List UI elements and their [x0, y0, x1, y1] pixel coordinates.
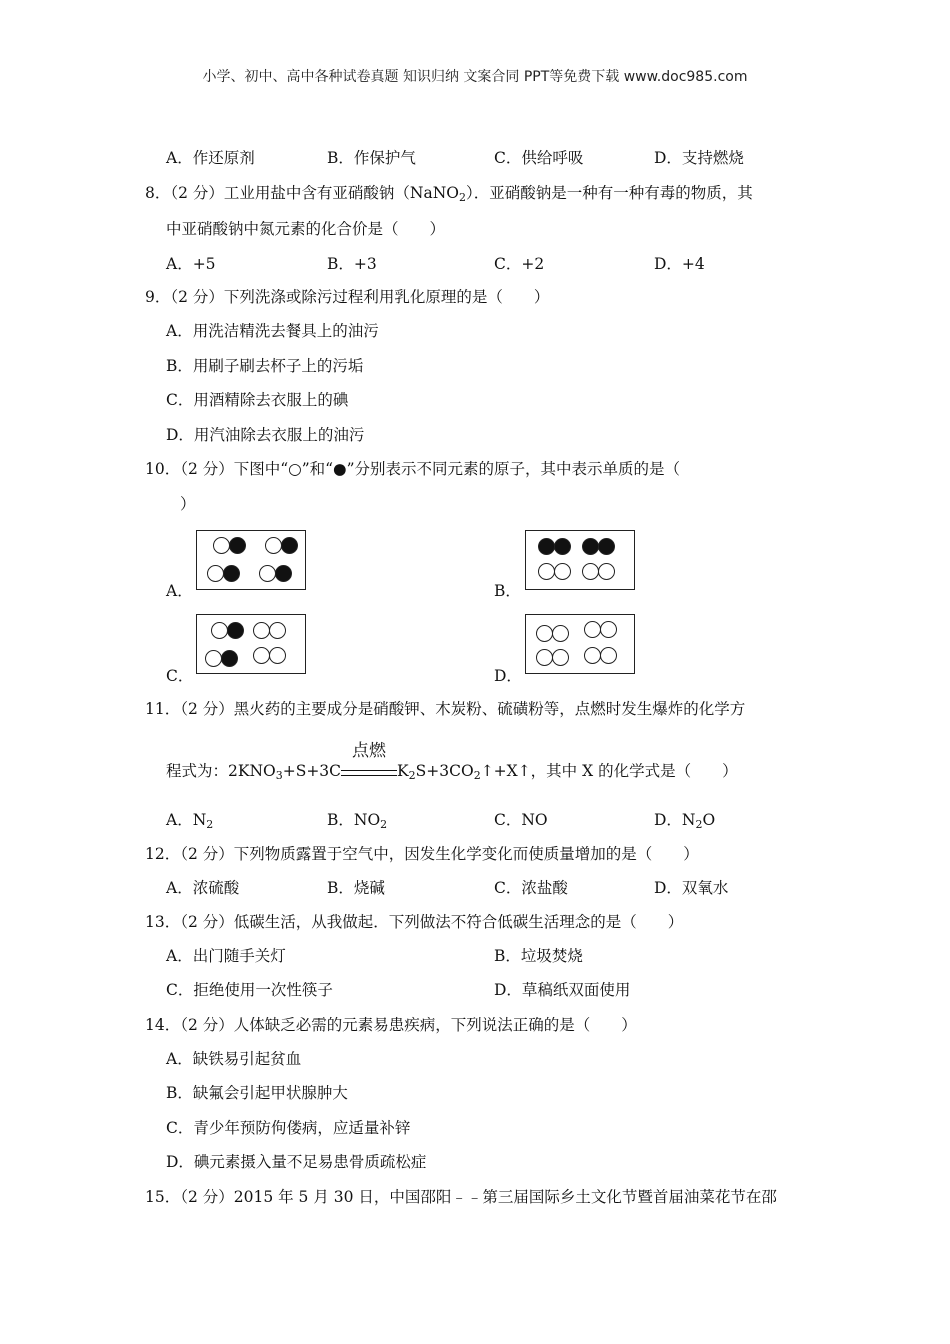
q10-stem-line2: ） — [180, 495, 196, 513]
filled-atom — [223, 565, 240, 582]
q13-option-c: C．拒绝使用一次性筷子 — [166, 981, 333, 999]
q13-option-d: D．草稿纸双面使用 — [494, 981, 631, 999]
page-header: 小学、初中、高中各种试卷真题 知识归纳 文案合同 PPT等免费下载 www.doc985.com — [202, 69, 748, 85]
hollow-atom — [584, 621, 601, 638]
hollow-atom — [253, 647, 270, 664]
q11-option-a: A．$N_2$ — [166, 811, 214, 831]
filled-atom — [281, 537, 298, 554]
q12-option-d: D．双氧水 — [654, 879, 729, 897]
q11-equation: 程式为：$2KNO_3+S+3C$ 点燃 $K_2S+3CO_2↑+X↑$，其中 X 的化学式是（ ） — [166, 741, 738, 782]
hollow-atom — [269, 647, 286, 664]
hollow-atom — [582, 563, 599, 580]
hollow-atom — [536, 649, 553, 666]
hollow-atom — [598, 563, 615, 580]
hollow-atom — [600, 647, 617, 664]
q8-option-b: B．+3 — [327, 255, 377, 273]
q12-stem: 12．（2 分）下列物质露置于空气中，因发生化学变化而使质量增加的是（ ） — [145, 845, 699, 863]
filled-atom — [538, 538, 555, 555]
hollow-atom — [584, 647, 601, 664]
hollow-atom — [269, 622, 286, 639]
q10-option-b-label: B． — [494, 582, 521, 600]
q14-option-d: D．碘元素摄入量不足易患骨质疏松症 — [166, 1153, 427, 1171]
q10-stem-line1: 10．（2 分）下图中“○”和“●”分别表示不同元素的原子，其中表示单质的是（ — [145, 460, 681, 478]
q9-stem: 9．（2 分）下列洗涤或除污过程利用乳化原理的是（ ） — [145, 288, 550, 306]
reaction-condition: 点燃 — [341, 761, 397, 781]
q9-option-c: C．用酒精除去衣服上的碘 — [166, 391, 349, 409]
hollow-atom — [600, 621, 617, 638]
hollow-atom — [207, 565, 224, 582]
filled-atom — [554, 538, 571, 555]
hollow-atom — [213, 537, 230, 554]
q7-option-b: B．作保护气 — [327, 149, 416, 167]
q12-option-c: C．浓盐酸 — [494, 879, 568, 897]
q14-stem: 14．（2 分）人体缺乏必需的元素易患疾病，下列说法正确的是（ ） — [145, 1016, 637, 1034]
filled-atom — [275, 565, 292, 582]
q12-option-a: A．浓硫酸 — [166, 879, 240, 897]
filled-atom — [227, 622, 244, 639]
hollow-atom — [552, 625, 569, 642]
q8-stem-line1: 8．（2 分）工业用盐中含有亚硝酸钠（NaNO$_2$）．亚硝酸钠是一种有一种有毒的物质，其 — [145, 184, 753, 204]
q9-option-d: D．用汽油除去衣服上的油污 — [166, 426, 365, 444]
q8-option-c: C．+2 — [494, 255, 545, 273]
q8-stem-line2: 中亚硝酸钠中氮元素的化合价是（ ） — [166, 220, 446, 238]
q9-option-b: B．用刷子刷去杯子上的污垢 — [166, 357, 364, 375]
hollow-atom — [205, 650, 222, 667]
q10-diagram-a — [196, 530, 306, 590]
q11-stem-line1: 11．（2 分）黑火药的主要成分是硝酸钾、木炭粉、硫磺粉等，点燃时发生爆炸的化学方 — [145, 700, 746, 718]
q7-option-a: A．作还原剂 — [166, 149, 255, 167]
q14-option-a: A．缺铁易引起贫血 — [166, 1050, 302, 1068]
q8-option-a: A．+5 — [166, 255, 216, 273]
filled-atom — [582, 538, 599, 555]
q15-stem: 15．（2 分）2015 年 5 月 30 日，中国邵阳﹣﹣第三届国际乡土文化节暨首届油菜花节在邵 — [145, 1188, 777, 1206]
hollow-atom — [536, 625, 553, 642]
hollow-atom — [554, 563, 571, 580]
q14-option-c: C．青少年预防佝偻病，应适量补锌 — [166, 1119, 411, 1137]
hollow-atom — [552, 649, 569, 666]
q7-option-d: D．支持燃烧 — [654, 149, 744, 167]
q10-diagram-d — [525, 614, 635, 674]
hollow-atom — [265, 537, 282, 554]
q11-option-b: B．$NO_2$ — [327, 811, 388, 831]
filled-atom — [598, 538, 615, 555]
q10-diagram-b — [525, 530, 635, 590]
q11-option-c: C．NO — [494, 811, 548, 829]
q13-stem: 13．（2 分）低碳生活，从我做起．下列做法不符合低碳生活理念的是（ ） — [145, 913, 684, 931]
q13-option-b: B．垃圾焚烧 — [494, 947, 583, 965]
q13-option-a: A．出门随手关灯 — [166, 947, 286, 965]
q10-option-a-label: A． — [166, 582, 193, 600]
filled-atom — [229, 537, 246, 554]
q10-option-d-label: D． — [494, 667, 522, 685]
q10-option-c-label: C． — [166, 667, 194, 685]
hollow-atom — [211, 622, 228, 639]
q11-option-d: D．$N_2O$ — [654, 811, 716, 831]
hollow-atom — [538, 563, 555, 580]
q14-option-b: B．缺氟会引起甲状腺肿大 — [166, 1084, 348, 1102]
q12-option-b: B．烧碱 — [327, 879, 385, 897]
filled-atom — [221, 650, 238, 667]
hollow-atom — [253, 622, 270, 639]
hollow-atom — [259, 565, 276, 582]
q8-option-d: D．+4 — [654, 255, 705, 273]
q7-option-c: C．供给呼吸 — [494, 149, 584, 167]
q9-option-a: A．用洗洁精洗去餐具上的油污 — [166, 322, 379, 340]
q10-diagram-c — [196, 614, 306, 674]
